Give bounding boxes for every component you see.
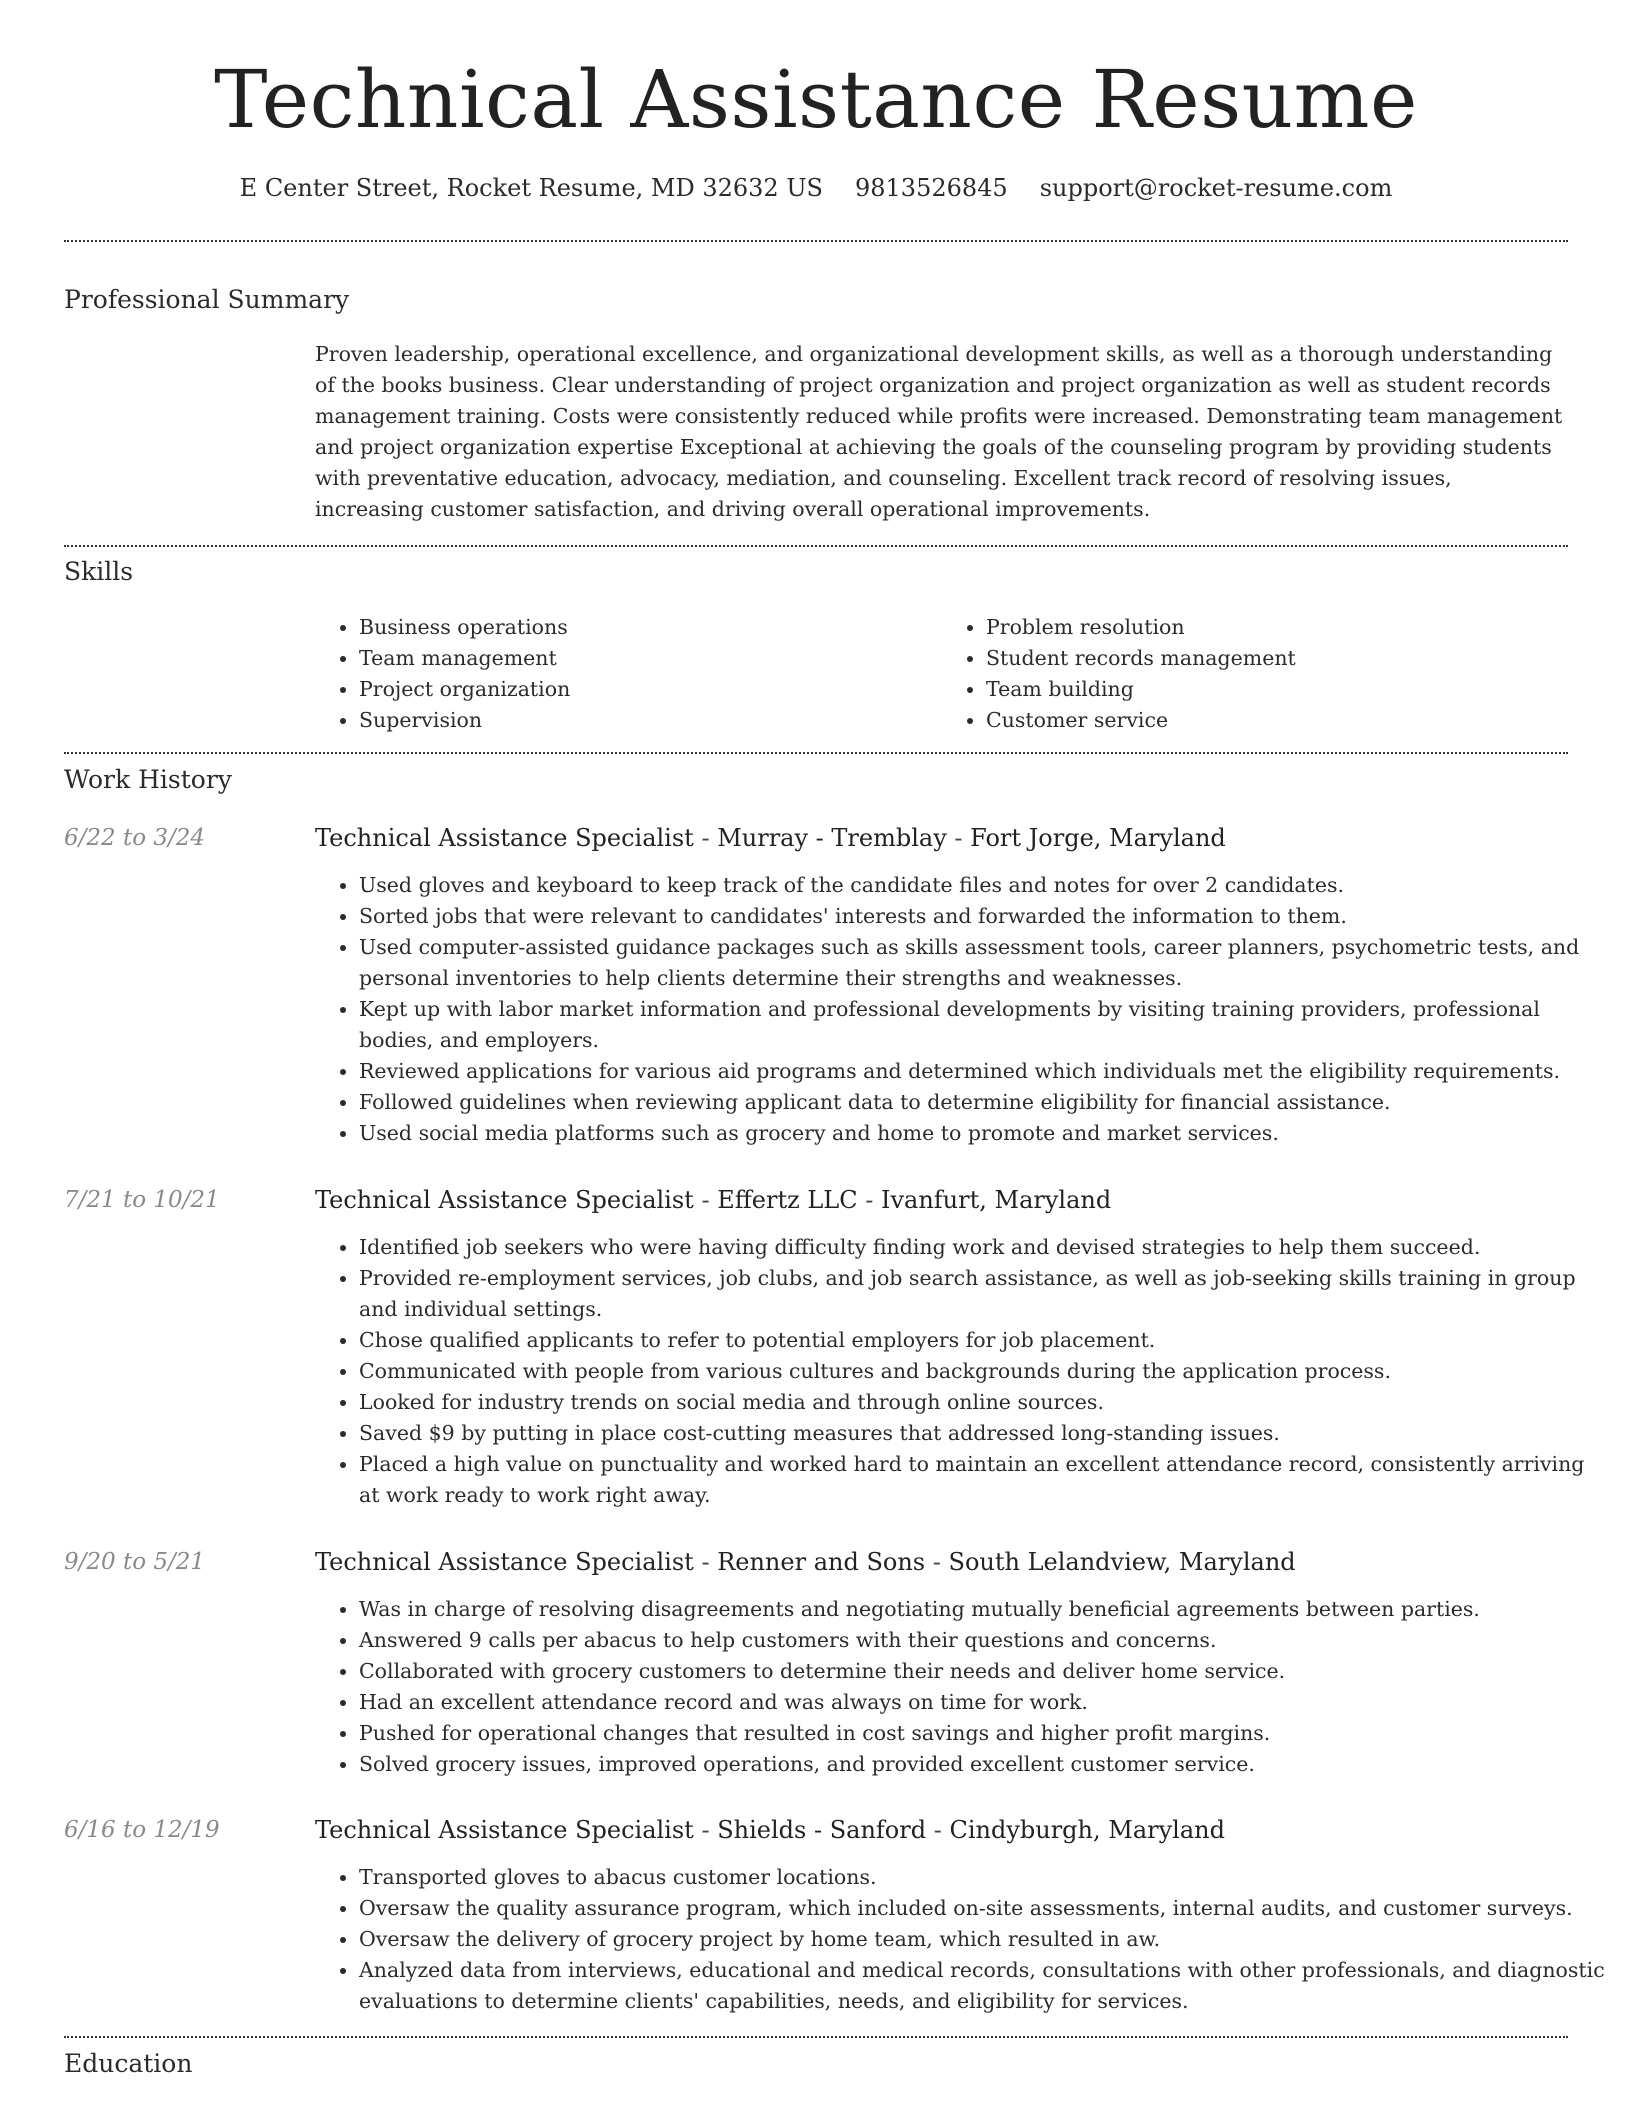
job-bullet: • Answered 9 calls per abacus to help customers with their questions and concerns. — [359, 1625, 1609, 1656]
section-title-education: Education — [64, 2049, 193, 2078]
job-company: Shields - Sanford — [717, 1816, 927, 1844]
job-separator: - — [693, 1816, 718, 1844]
divider — [64, 752, 1568, 754]
job-bullet: • Analyzed data from interviews, educational and medical records, consultations with other professionals, and diagnostic evaluations to determine clients' capabilities, needs, and eligibility for services. — [359, 1955, 1609, 2017]
section-title-work: Work History — [64, 765, 232, 794]
job-dates: 7/21 to 10/21 — [64, 1187, 220, 1213]
job-bullet: • Followed guidelines when reviewing applicant data to determine eligibility for financial assistance. — [359, 1087, 1609, 1118]
job-location: Fort Jorge, Maryland — [970, 824, 1226, 852]
contact-phone: 9813526845 — [855, 174, 1008, 202]
job-heading — [315, 820, 1226, 856]
job-bullet: • Kept up with labor market information and professional developments by visiting training providers, professional bodies, and employers. — [359, 994, 1609, 1056]
job-bullet: • Oversaw the quality assurance program, which included on-site assessments, internal audits, and customer surveys. — [359, 1893, 1609, 1924]
job-heading — [315, 1544, 1296, 1580]
job-dates: 6/16 to 12/19 — [64, 1817, 220, 1843]
skill-item: • Student records management — [986, 643, 1556, 674]
job-bullet: • Looked for industry trends on social media and through online sources. — [359, 1387, 1609, 1418]
skills-column-right — [929, 612, 1556, 736]
section-title-summary: Professional Summary — [64, 285, 350, 314]
job-role: Technical Assistance Specialist — [315, 1548, 694, 1576]
job-bullet: • Used gloves and keyboard to keep track of the candidate files and notes for over 2 candidates. — [359, 870, 1609, 901]
job-bullet: • Transported gloves to abacus customer locations. — [359, 1862, 1609, 1893]
job-location: Cindyburgh, Maryland — [949, 1816, 1225, 1844]
job-bullet: • Used computer-assisted guidance packages such as skills assessment tools, career planners, psychometric tests, and personal inventories to help clients determine their strengths and weaknesses. — [359, 932, 1609, 994]
divider — [64, 240, 1568, 242]
contact-address: E Center Street, Rocket Resume, MD 32632 US — [239, 174, 823, 202]
job-bullet: • Chose qualified applicants to refer to potential employers for job placement. — [359, 1325, 1609, 1356]
resume-title: Technical Assistance Resume — [214, 53, 1418, 146]
job-bullet: • Pushed for operational changes that resulted in cost savings and higher profit margins. — [359, 1718, 1609, 1749]
job-bullet: • Sorted jobs that were relevant to candidates' interests and forwarded the information to them. — [359, 901, 1609, 932]
job-separator: - — [693, 824, 718, 852]
job-heading — [315, 1812, 1225, 1848]
job-bullet: • Collaborated with grocery customers to determine their needs and deliver home service. — [359, 1656, 1609, 1687]
job-bullet: • Placed a high value on punctuality and worked hard to maintain an excellent attendance record, consistently arriving at work ready to work right away. — [359, 1449, 1609, 1511]
section-title-skills: Skills — [64, 557, 134, 586]
job-bullet: • Was in charge of resolving disagreements and negotiating mutually beneficial agreements between parties. — [359, 1594, 1609, 1625]
skills-list — [315, 612, 1565, 736]
job-bullets — [315, 870, 1609, 1149]
job-company: Effertz LLC — [717, 1186, 858, 1214]
job-dates: 6/22 to 3/24 — [64, 825, 206, 851]
job-role: Technical Assistance Specialist — [315, 824, 694, 852]
job-bullets — [315, 1594, 1609, 1780]
skill-item: • Team management — [359, 643, 929, 674]
job-role: Technical Assistance Specialist — [315, 1186, 694, 1214]
job-separator: - — [926, 1816, 950, 1844]
job-bullet: • Oversaw the delivery of grocery project by home team, which resulted in aw. — [359, 1924, 1609, 1955]
contact-line — [64, 170, 1568, 206]
job-heading — [315, 1182, 1111, 1218]
job-bullet: • Reviewed applications for various aid programs and determined which individuals met the eligibility requirements. — [359, 1056, 1609, 1087]
divider — [64, 2036, 1568, 2038]
job-company: Renner and Sons — [717, 1548, 926, 1576]
skill-item: • Project organization — [359, 674, 929, 705]
skill-item: • Team building — [986, 674, 1556, 705]
job-bullet: • Had an excellent attendance record and was always on time for work. — [359, 1687, 1609, 1718]
job-bullet: • Identified job seekers who were having difficulty finding work and devised strategies to help them succeed. — [359, 1232, 1609, 1263]
job-company: Murray - Tremblay — [717, 824, 947, 852]
job-location: South Lelandview, Maryland — [948, 1548, 1296, 1576]
job-bullets — [315, 1232, 1609, 1511]
job-separator: - — [857, 1186, 881, 1214]
skills-column-left — [315, 612, 929, 736]
summary-text: Proven leadership, operational excellence, and organizational development skills, as well as a thorough understanding of the books business. Clear understanding of project organization and project organization as well as student records management training. Costs were consistently reduced while profits were increased. Demonstrating team management and project organization expertise Exceptional at achieving the goals of the counseling program by providing students with preventative education, advocacy, mediation, and counseling. Excellent track record of resolving issues, increasing customer satisfaction, and driving overall operational improvements. — [315, 342, 1563, 521]
job-separator: - — [925, 1548, 949, 1576]
job-bullet: • Solved grocery issues, improved operations, and provided excellent customer service. — [359, 1749, 1609, 1780]
job-bullet: • Saved $9 by putting in place cost-cutting measures that addressed long-standing issues. — [359, 1418, 1609, 1449]
job-separator: - — [693, 1186, 718, 1214]
job-role: Technical Assistance Specialist — [315, 1816, 694, 1844]
job-dates: 9/20 to 5/21 — [64, 1549, 206, 1575]
divider — [64, 545, 1568, 547]
job-separator: - — [946, 824, 971, 852]
skill-item: • Customer service — [986, 705, 1556, 736]
job-location: Ivanfurt, Maryland — [880, 1186, 1112, 1214]
skill-item: • Supervision — [359, 705, 929, 736]
job-bullet: • Provided re-employment services, job clubs, and job search assistance, as well as job-seeking skills training in group and individual settings. — [359, 1263, 1609, 1325]
job-bullet: • Used social media platforms such as grocery and home to promote and market services. — [359, 1118, 1609, 1149]
job-separator: - — [693, 1548, 718, 1576]
skill-item: • Business operations — [359, 612, 929, 643]
job-bullet: • Communicated with people from various cultures and backgrounds during the application process. — [359, 1356, 1609, 1387]
job-bullets — [315, 1862, 1609, 2017]
contact-email[interactable]: support@rocket-resume.com — [1039, 174, 1393, 202]
skill-item: • Problem resolution — [986, 612, 1556, 643]
